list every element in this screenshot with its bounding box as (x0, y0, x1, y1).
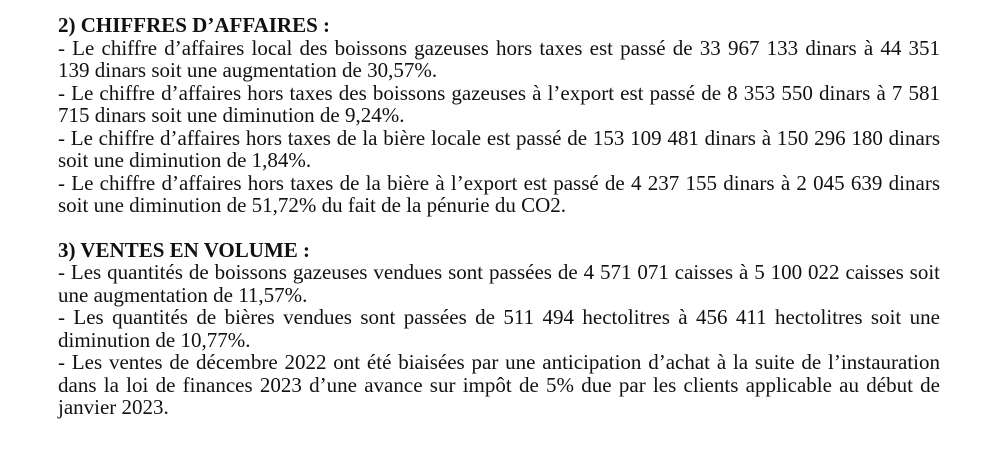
paragraph: - Les quantités de bières vendues sont passées de 511 494 hectolitres à 456 411 hectolitres soit une diminution de 10,77%. (58, 305, 940, 352)
section-ventes-volume (58, 239, 940, 419)
section-chiffres-affaires (58, 14, 940, 217)
paragraph: - Le chiffre d’affaires local des boissons gazeuses hors taxes est passé de 33 967 133 dinars à 44 351 139 dinars soit une augmentation de 30,57%. (58, 35, 940, 82)
paragraph: - Le chiffre d’affaires hors taxes de la bière locale est passé de 153 109 481 dinars à 150 296 180 dinars soit une diminution de 1,84%. (58, 125, 940, 172)
paragraph: - Les quantités de boissons gazeuses vendues sont passées de 4 571 071 caisses à 5 100 022 caisses soit une augmentation de 11,57%. (58, 260, 940, 307)
section-heading: 3) VENTES EN VOLUME : (58, 237, 311, 262)
paragraph: - Le chiffre d’affaires hors taxes des boissons gazeuses à l’export est passé de 8 353 550 dinars à 7 581 715 dinars soit une diminution de 9,24%. (58, 80, 940, 127)
section-heading: 2) CHIFFRES D’AFFAIRES : (58, 13, 331, 37)
section-spacer (58, 217, 940, 239)
paragraph: - Les ventes de décembre 2022 ont été biaisées par une anticipation d’achat à la suite de l’instauration dans la loi de finances 2023 d’une avance sur impôt de 5% due par les clients applicable au début de janvier 2023. (58, 350, 940, 419)
document-body (58, 14, 940, 419)
paragraph: - Le chiffre d’affaires hors taxes de la bière à l’export est passé de 4 237 155 dinars à 2 045 639 dinars soit une diminution de 51,72% du fait de la pénurie du CO2. (58, 170, 940, 217)
